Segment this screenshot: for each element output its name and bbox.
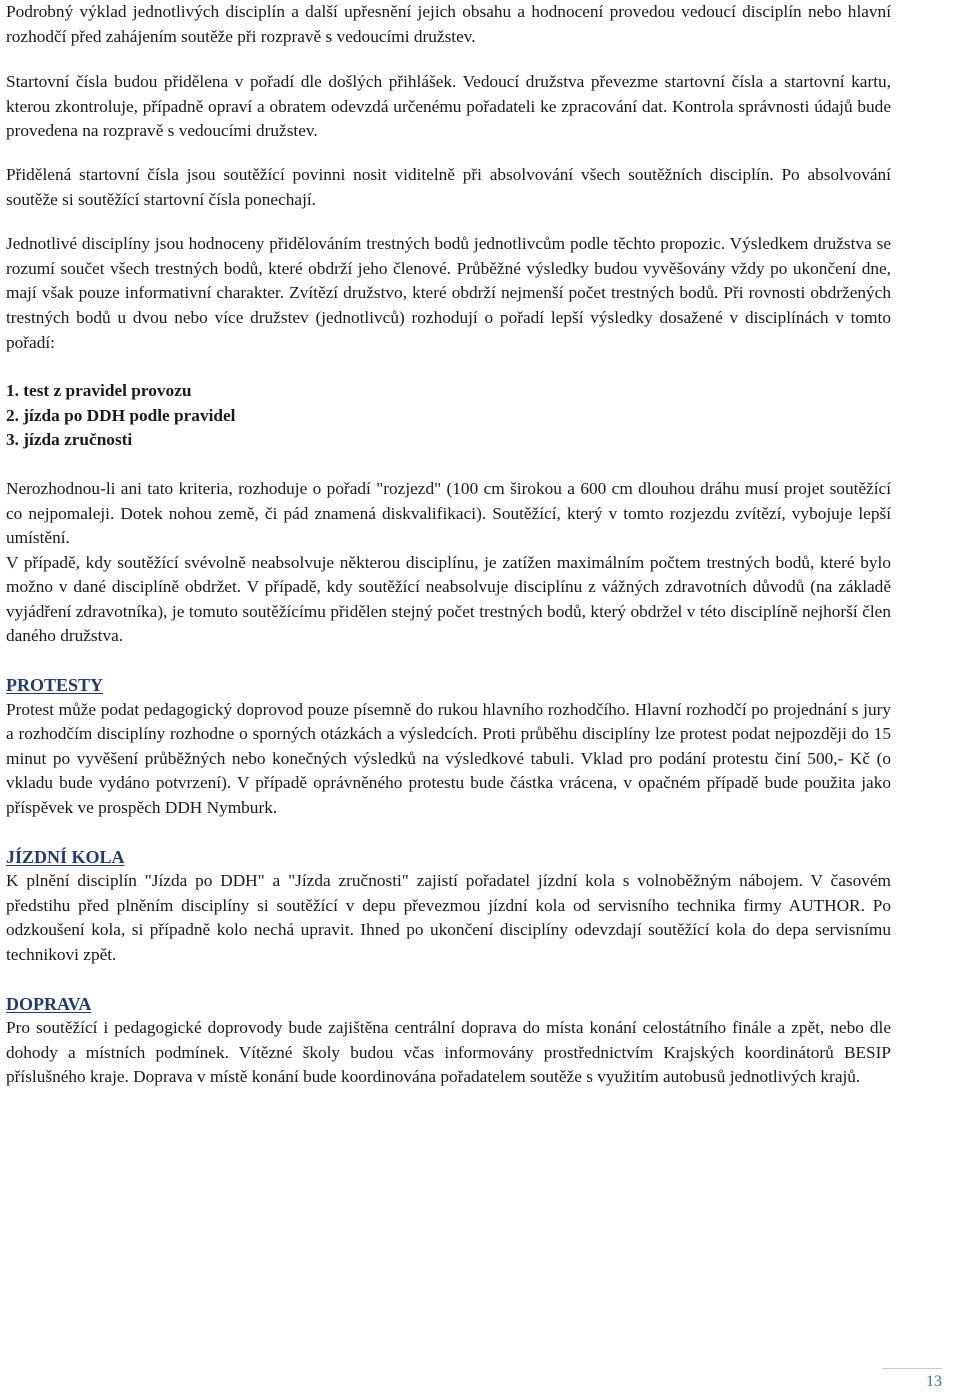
list-item: 2. jízda po DDH podle pravidel bbox=[6, 405, 236, 425]
list-item: 1. test z pravidel provozu bbox=[6, 381, 192, 401]
paragraph-tiebreak: Nerozhodnou-li ani tato kriteria, rozhoduje o pořadí "rozjezd" (100 cm širokou a 600 cm dlouhou dráhu musí projet soutěžící co nejpomaleji. Dotek nohou země, či pád znamená diskvalifikaci). Soutěžící, který v tomto rozjezdu zvítězí, vybojuje lepší umístění. bbox=[6, 478, 891, 548]
paragraph-start-numbers: Startovní čísla budou přidělena v pořadí dle došlých přihlášek. Vedoucí družstva převezme startovní čísla a startovní kartu, kterou zkontroluje, případně opraví a obratem odevzdá určenému pořadateli ke zpracování dat. Kontrola správnosti údajů bude provedena na rozpravě s vedoucími družstev. bbox=[6, 72, 891, 141]
document-page bbox=[6, 0, 891, 1090]
paragraph-start-numbers-wearing: Přidělená startovní čísla jsou soutěžící povinni nosit viditelně při absolvování všech soutěžních disciplín. Po absolvování soutěže si soutěžící startovní čísla ponechají. bbox=[6, 164, 891, 209]
order-list bbox=[6, 379, 891, 453]
paragraph-evaluation: Jednotlivé disciplíny jsou hodnoceny přidělováním trestných bodů jednotlivcům podle těchto propozic. Výsledkem družstva se rozumí součet všech trestných bodů, které obdrží jeho členové. Průběžné výsledky budou vyvěšovány vždy po ukončení dne, mají však pouze informativní charakter. Zvítězí družstvo, které obdrží nejmenší počet trestných bodů. Při rovnosti obdržených trestných bodů u dvou nebo více družstev (jednotlivců) rozhodují o pořadí lepší výsledky dosažené v disciplínách v tomto pořadí: bbox=[6, 234, 891, 352]
list-item: 3. jízda zručnosti bbox=[6, 430, 133, 450]
section-jizdni-kola bbox=[6, 845, 891, 968]
section-body: Pro soutěžící i pedagogické doprovody bude zajištěna centrální doprava do místa konání celostátního finále a zpět, nebo dle dohody a místních podmínek. Vítězné školy budou včas informovány prostřednictvím Krajských koordinátorů BESIP příslušného kraje. Doprava v místě konání bude koordinována pořadatelem soutěže s využitím autobusů jednotlivých krajů. bbox=[6, 1018, 891, 1087]
section-protesty bbox=[6, 673, 891, 821]
section-heading: PROTESTY bbox=[6, 675, 104, 696]
section-heading: JÍZDNÍ KOLA bbox=[6, 846, 125, 867]
section-heading: DOPRAVA bbox=[6, 993, 92, 1014]
section-doprava bbox=[6, 992, 891, 1090]
paragraph-discipline-details: Podrobný výklad jednotlivých disciplín a další upřesnění jejich obsahu a hodnocení provedou vedoucí disciplín nebo hlavní rozhodčí před zahájením soutěže při rozpravě s vedoucími družstev. bbox=[6, 2, 891, 46]
section-body: Protest může podat pedagogický doprovod pouze písemně do rukou hlavního rozhodčího. Hlavní rozhodčí po projednání s jury a rozhodčím disciplíny rozhodne o sporných otázkách a výsledcích. Proti průběhu disciplíny lze protest podat nejpozději do 15 minut po vyvěšení průběžných nebo konečných výsledků na výsledkové tabuli. Vklad pro podání protestu činí 500,- Kč (o vkladu bude vydáno potvrzení). V případě oprávněného protestu bude částka vrácena, v opačném případě bude použita jako příspěvek ve prospěch DDH Nymburk. bbox=[6, 699, 891, 818]
paragraph-penalty: V případě, kdy soutěžící svévolně neabsolvuje některou disciplínu, je zatížen maximálním počtem trestných bodů, které bylo možno v dané disciplíně obdržet. V případě, kdy soutěžící neabsolvuje disciplínu z vážných zdravotních důvodů (na základě vyjádření zdravotníka), je tomuto soutěžícímu přidělen stejný počet trestných bodů, který obdržel v této disciplíně nejhorší člen daného družstva. bbox=[6, 552, 891, 646]
section-body: K plnění disciplín "Jízda po DDH" a "Jízda zručnosti" zajistí pořadatel jízdní kola s volnoběžným nábojem. V časovém předstihu před plněním disciplíny si soutěžící v depu převezmou jízdní kola od servisního technika firmy AUTHOR. Po odzkoušení kola, si případně kolo nechá upravit. Ihned po ukončení disciplíny odevzdají soutěžící kola do depa servisnímu technikovi zpět. bbox=[6, 871, 891, 964]
page-number: 13 bbox=[882, 1368, 942, 1393]
